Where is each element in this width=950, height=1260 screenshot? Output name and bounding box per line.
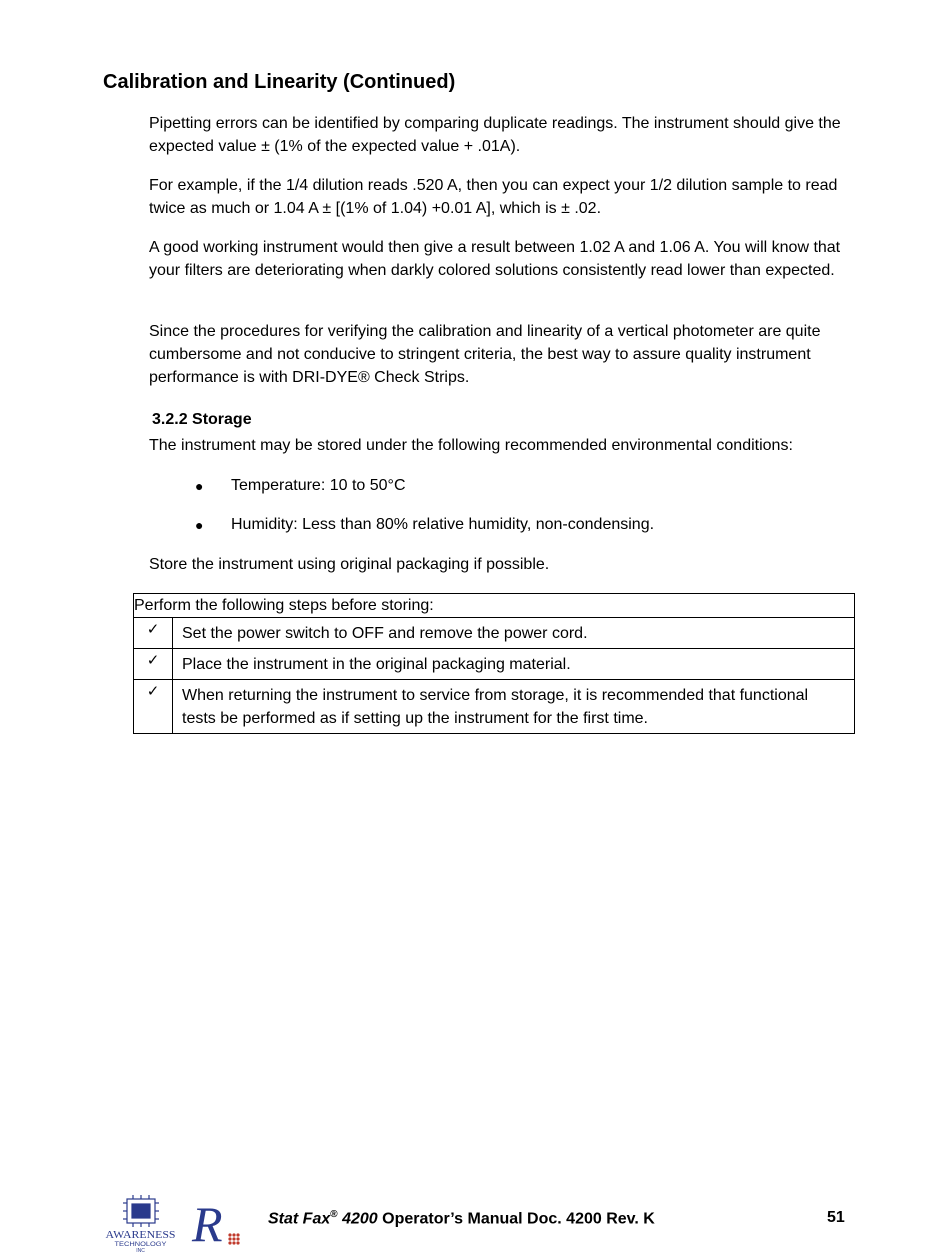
paragraph-pipetting-errors: Pipetting errors can be identified by comparing duplicate readings. The instrument should give the expected value ± (1% of the expected value + .01A).	[149, 115, 841, 155]
awareness-technology-logo	[103, 1195, 178, 1253]
svg-text:R: R	[192, 1196, 223, 1251]
storage-steps-table	[133, 593, 855, 734]
table-row	[134, 618, 855, 649]
svg-text:TECHNOLOGY: TECHNOLOGY	[114, 1242, 167, 1248]
storage-heading: 3.2.2 Storage	[152, 411, 252, 428]
check-icon: ✓	[134, 649, 173, 680]
step-text: Set the power switch to OFF and remove the power cord.	[173, 618, 855, 649]
footer-manual-title	[268, 1209, 655, 1228]
table-header-row	[134, 594, 855, 618]
table-header: Perform the following steps before storing:	[134, 594, 855, 618]
page-title: Calibration and Linearity (Continued)	[103, 71, 456, 93]
step-text: When returning the instrument to service from storage, it is recommended that functional tests be performed as if setting up the instrument for the first time.	[173, 680, 855, 734]
paragraph-working-instrument: A good working instrument would then give a result between 1.02 A and 1.06 A. You will know that your filters are deteriorating when darkly colored solutions consistently read lower than expected.	[149, 239, 841, 279]
footer-manual-text: Operator’s Manual Doc. 4200 Rev. K	[382, 1210, 655, 1228]
footer-model: 4200	[342, 1210, 378, 1228]
svg-text:INC: INC	[136, 1248, 145, 1253]
check-icon: ✓	[134, 680, 173, 734]
storage-closing: Store the instrument using original packaging if possible.	[149, 556, 550, 573]
list-item	[190, 476, 406, 496]
list-item	[190, 515, 654, 535]
storage-intro: The instrument may be stored under the following recommended environmental conditions:	[149, 437, 793, 454]
check-icon: ✓	[134, 618, 173, 649]
table-row	[134, 680, 855, 734]
bullet-icon: ●	[195, 517, 204, 533]
bullet-text-temperature: Temperature: 10 to 50°C	[231, 477, 406, 494]
r-brand-logo	[190, 1195, 246, 1251]
table-row	[134, 649, 855, 680]
footer-product-name: Stat Fax	[268, 1210, 331, 1228]
bullet-text-humidity: Humidity: Less than 80% relative humidity, non-condensing.	[231, 516, 655, 533]
registered-mark: ®	[330, 1209, 338, 1220]
step-text: Place the instrument in the original packaging material.	[173, 649, 855, 680]
page-number: 51	[827, 1209, 845, 1226]
svg-text:AWARENESS: AWARENESS	[105, 1229, 176, 1241]
bullet-icon: ●	[195, 478, 204, 494]
paragraph-dilution-example: For example, if the 1/4 dilution reads .520 A, then you can expect your 1/2 dilution sample to read twice as much or 1.04 A ± [(1% of 1.04) +0.01 A], which is ± .02.	[149, 177, 838, 217]
paragraph-verification: Since the procedures for verifying the calibration and linearity of a vertical photometer are quite cumbersome and not conducive to stringent criteria, the best way to assure quality instrument performance is with DRI-DYE® Check Strips.	[149, 323, 821, 386]
